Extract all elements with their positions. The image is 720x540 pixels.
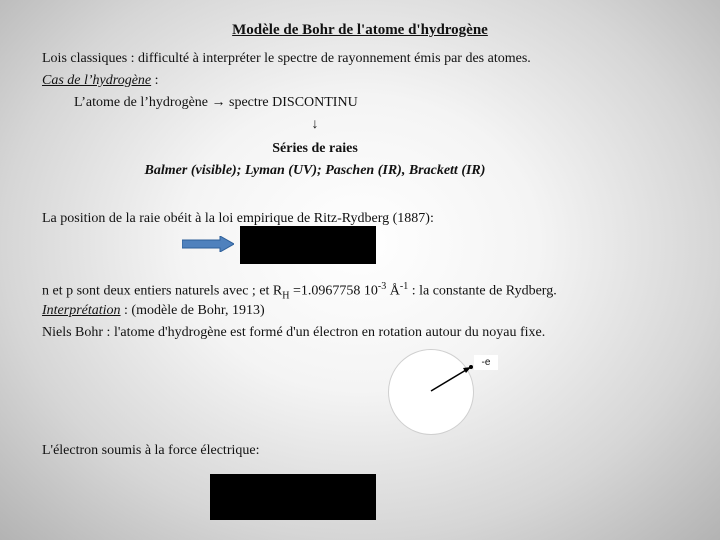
hydrogen-case-colon: : <box>151 73 159 88</box>
interpretation-line <box>42 302 265 319</box>
rydberg-tail: : la constante de Rydberg. <box>408 283 557 299</box>
discontinu-text: DISCONTINU <box>272 95 358 110</box>
ritz-formula-image <box>240 226 376 264</box>
hydrogen-case-label: Cas de l’hydrogène <box>42 73 152 88</box>
page-title: Modèle de Bohr de l'atome d'hydrogène <box>232 22 488 38</box>
classical-laws-line: Lois classiques : difficulté à interpréter le spectre de rayonnement émis par des atomes. <box>42 51 531 66</box>
rh-value: =1.0967758 10 <box>289 283 378 299</box>
electron-orbit <box>388 349 474 435</box>
rh-exponent: -3 <box>377 281 387 292</box>
right-arrow-icon <box>182 236 234 252</box>
orbit-radius-arrow-icon <box>389 350 473 434</box>
down-arrow-icon: ↓ <box>311 117 319 132</box>
spectrum-line <box>74 94 358 111</box>
bohr-description-line: Niels Bohr : l'atome d'hydrogène est formé d'un électron en rotation autour du noyau fixe. <box>42 325 546 340</box>
force-formula-image <box>210 474 376 520</box>
series-list: Balmer (visible); Lyman (UV); Paschen (IR), Brackett (IR) <box>144 163 486 178</box>
angstrom-unit: Å <box>386 283 400 299</box>
rydberg-constant-line <box>42 278 557 304</box>
hydrogen-case-line <box>42 72 159 89</box>
electric-force-line: L'électron soumis à la force électrique: <box>42 443 260 458</box>
rh-subscript: H <box>282 290 290 302</box>
interpretation-label: Interprétation <box>42 303 121 318</box>
ritz-rydberg-line: La position de la raie obéit à la loi empirique de Ritz-Rydberg (1887): <box>42 211 434 226</box>
np-text: n et p sont deux entiers naturels avec ; et R <box>42 283 283 299</box>
angstrom-exponent: -1 <box>399 281 409 292</box>
electron-label: -e <box>474 355 498 370</box>
spectrum-text: L’atome de l’hydrogène → spectre <box>74 95 273 110</box>
interpretation-tail: : (modèle de Bohr, 1913) <box>120 303 265 318</box>
series-title: Séries de raies <box>272 141 358 156</box>
